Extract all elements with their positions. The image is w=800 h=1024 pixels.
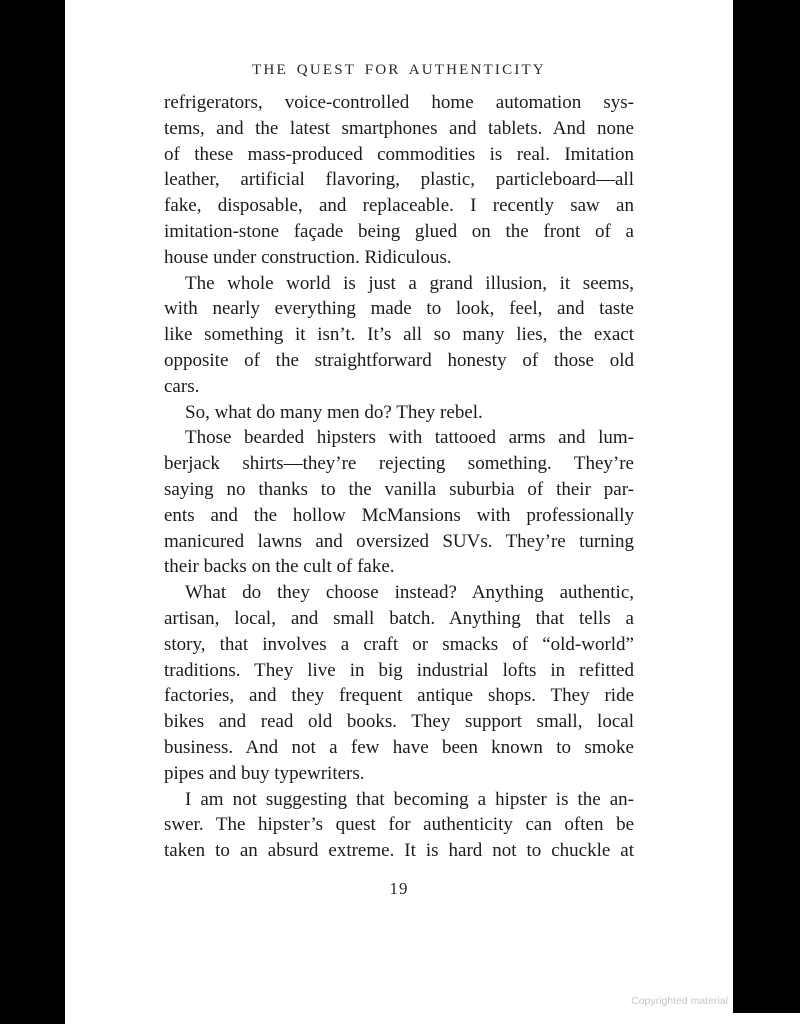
text-line: What do they choose instead? Anything authentic, [185,582,634,604]
text-line: artisan, local, and small batch. Anything that tells a [164,607,634,629]
paragraph [164,271,634,400]
text-line: manicured lawns and oversized SUVs. They’re turning [164,530,634,552]
text-line: pipes and buy typewriters. [164,762,365,784]
text-line: The whole world is just a grand illusion, it seems, [185,272,634,294]
page-number: 19 [389,878,409,898]
copyright-watermark: Copyrighted material [631,995,728,1007]
text-line: their backs on the cult of fake. [164,556,395,578]
text-block [164,90,634,864]
text-line: bikes and read old books. They support small, local [164,711,634,733]
text-line: story, that involves a craft or smacks of “old-world” [164,633,634,655]
book-page [65,0,733,1024]
text-line: house under construction. Ridiculous. [164,246,452,268]
text-line: tems, and the latest smartphones and tablets. And none [164,117,634,139]
text-line: berjack shirts—they’re rejecting something. They’re [164,453,634,475]
text-line: refrigerators, voice-controlled home automation sys- [164,92,634,113]
text-line: fake, disposable, and replaceable. I recently saw an [164,195,634,217]
text-line: of these mass-produced commodities is real. Imitation [164,143,634,165]
paragraph [164,90,634,271]
text-line: saying no thanks to the vanilla suburbia of their par- [164,478,634,500]
text-line: business. And not a few have been known to smoke [164,736,634,758]
paragraph [164,787,634,864]
paragraph [164,400,634,426]
text-line: opposite of the straightforward honesty of those old [164,349,634,371]
paragraph [164,580,634,786]
text-line: So, what do many men do? They rebel. [185,401,483,423]
paragraph [164,425,634,580]
text-line: leather, artificial flavoring, plastic, particleboard—all [164,169,634,191]
text-line: cars. [164,375,200,397]
text-line: swer. The hipster’s quest for authenticity can often be [164,814,634,836]
text-line: imitation-stone façade being glued on the front of a [164,220,634,242]
text-line: taken to an absurd extreme. It is hard not to chuckle at [164,840,634,862]
text-line: Those bearded hipsters with tattooed arms and lum- [185,427,634,449]
text-line: with nearly everything made to look, feel, and taste [164,298,634,320]
text-line: traditions. They live in big industrial lofts in refitted [164,659,634,681]
text-line: I am not suggesting that becoming a hipster is the an- [185,788,634,810]
scan-right-edge [733,0,800,1013]
text-line: ents and the hollow McMansions with professionally [164,504,634,526]
running-header: THE QUEST FOR AUTHENTICITY [252,62,546,78]
scan-left-edge [0,0,65,1024]
text-line: like something it isn’t. It’s all so many lies, the exact [164,324,634,346]
text-line: factories, and they frequent antique shops. They ride [164,685,634,707]
